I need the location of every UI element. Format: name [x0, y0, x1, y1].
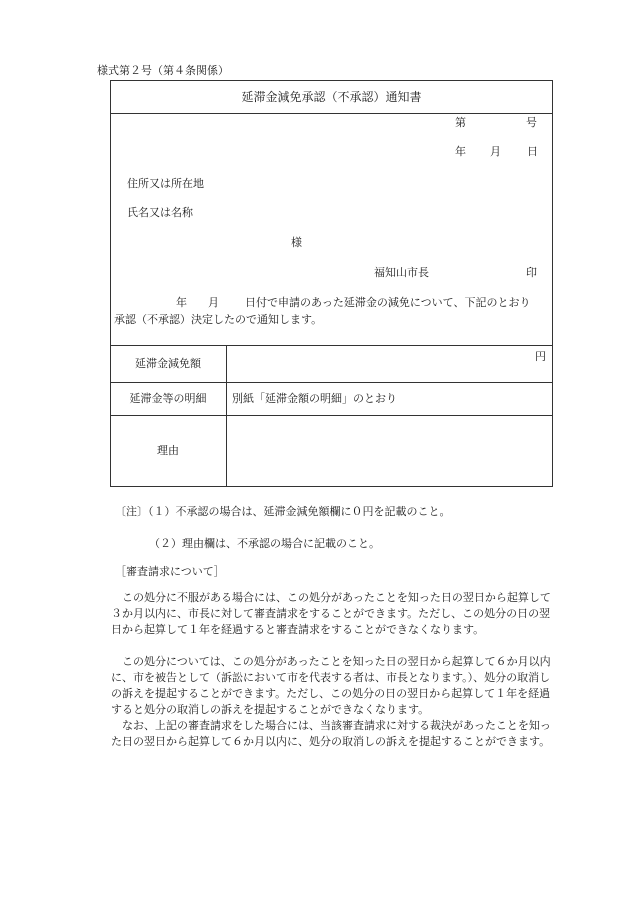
- note-2: （２）理由欄は、不承認の場合に記載のこと。: [149, 537, 380, 550]
- title-divider: [110, 113, 553, 114]
- note-1: 〔注〕（１）不承認の場合は、延滞金減免額欄に０円を記載のこと。: [115, 505, 451, 518]
- number-dai: 第: [455, 116, 466, 129]
- body-year: 年: [176, 296, 187, 309]
- date-month: 月: [490, 145, 501, 158]
- review-paragraph-3: なお、上記の審査請求をした場合には、当該審査請求に対する裁決があったことを知った日の翌日から起算して６か月以内に、処分の取消しの訴えを提起することができます。: [111, 719, 551, 748]
- form-number: 様式第２号（第４条関係）: [97, 64, 229, 77]
- issuer: 福知山市長: [374, 266, 429, 279]
- row-divider-2: [110, 415, 553, 416]
- review-paragraph-2: この処分については、この処分があったことを知った日の翌日から起算して６か月以内に、市を被告として（訴訟において市を代表する者は、市長となります。）、処分の取消しの訴えを提起することができます。ただし、この処分の日の翌日から起算して１年を経過すると処分の取消しの訴えを提起することができなくなります。: [111, 655, 551, 716]
- review-heading: ［審査請求について］: [115, 565, 225, 578]
- document-title: 延滞金減免承認（不承認）通知書: [241, 90, 422, 104]
- body-month: 月: [208, 296, 219, 309]
- label-column-divider: [226, 345, 227, 487]
- seal-mark: 印: [526, 266, 537, 279]
- table-top-divider: [110, 345, 553, 346]
- row-label-reduction-amount: 延滞金減免額: [135, 357, 201, 370]
- row-divider-1: [110, 382, 553, 383]
- review-paragraph-1: この処分に不服がある場合には、この処分があったことを知った日の翌日から起算して３か月以内に、市長に対して審査請求をすることができます。ただし、この処分の日の翌日から起算して１年を経過すると審査請求をすることができなくなります。: [111, 591, 551, 636]
- date-year: 年: [455, 145, 466, 158]
- date-day: 日: [527, 145, 538, 158]
- number-go: 号: [526, 116, 537, 129]
- row-label-reason: 理由: [157, 444, 179, 457]
- name-label: 氏名又は名称: [127, 206, 193, 219]
- body-line1: 日付で申請のあった延滞金の減免について、下記のとおり: [245, 296, 531, 309]
- form-frame: [110, 80, 553, 487]
- body-line2: 承認（不承認）決定したので通知します。: [114, 313, 323, 326]
- honorific: 様: [291, 236, 302, 249]
- row-value-details: 別紙「延滞金額の明細」のとおり: [232, 392, 397, 405]
- yen-unit: 円: [535, 350, 546, 363]
- row-label-details: 延滞金等の明細: [129, 392, 207, 405]
- address-label: 住所又は所在地: [127, 177, 204, 190]
